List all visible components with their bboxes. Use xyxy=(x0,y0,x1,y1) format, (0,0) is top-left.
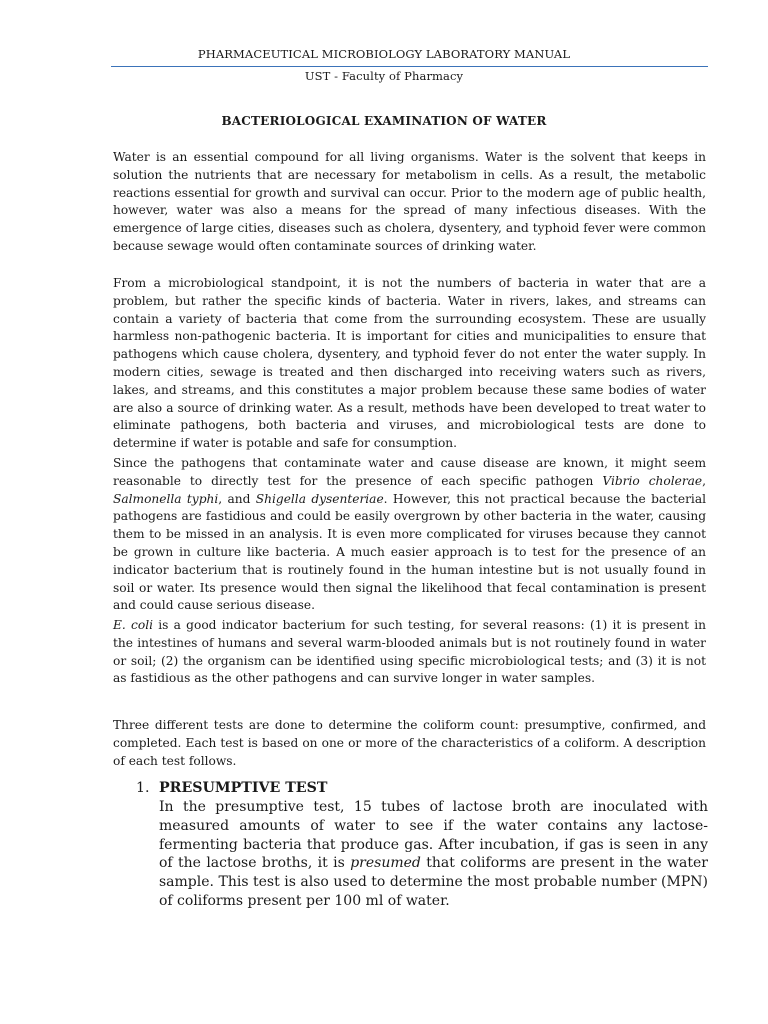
pathogen-name: Vibrio cholerae xyxy=(602,473,703,488)
section-title: PRESUMPTIVE TEST xyxy=(159,780,328,796)
text-span: that coliforms are present in the water sample. This test is also used to determine the most probable number (MPN) of coliforms present per 100 ml of water. xyxy=(159,855,708,909)
text-span: , xyxy=(702,473,706,488)
document-title: BACTERIOLOGICAL EXAMINATION OF WATER xyxy=(221,114,547,128)
pathogen-name: Shigella dysenteriae xyxy=(255,491,384,506)
paragraph-indicator xyxy=(113,617,706,688)
paragraph-intro: Water is an essential compound for all living organisms. Water is the solvent that keeps in solution the nutrients that are necessary for metabolism in cells. As a result, the metabolic reactions essential for growth and survival can occur. Prior to the modern age of public health, however, water was also a means for the spread of many infectious diseases. With the emergence of large cities, diseases such as cholera, dysentery, and typhoid fever were common because sewage would often contaminate sources of drinking water. xyxy=(113,150,706,253)
manual-title: PHARMACEUTICAL MICROBIOLOGY LABORATORY MANUAL xyxy=(197,47,571,61)
text-span: Since the pathogens that contaminate water and cause disease are known, it might seem reasonable to directly test for the presence of each specific pathogen xyxy=(113,456,706,488)
section-heading xyxy=(136,779,708,798)
organism-name: E. coli xyxy=(113,618,153,632)
header-divider xyxy=(111,66,708,67)
institution-name: UST - Faculty of Pharmacy xyxy=(304,69,464,83)
text-span: , and xyxy=(218,491,256,506)
pathogen-name: Salmonella typhi xyxy=(113,491,219,506)
paragraph-coliform-tests: Three different tests are done to determine the coliform count: presumptive, confirmed, and completed. Each test is based on one or more of the characteristics of a coliform. A description of each test follows. xyxy=(113,718,706,768)
paragraph-pathogens xyxy=(113,455,706,615)
section-number: 1. xyxy=(136,780,150,796)
text-span: In the presumptive test, 15 tubes of lactose broth are inoculated with measured amounts of water to see if the water contains any lactose-fermenting bacteria that produce gas. After incubation, if gas is seen in any of the lactose broths, it is xyxy=(159,799,708,872)
text-span: . However, this not practical because the bacterial pathogens are fastidious and could be easily overgrown by other bacteria in the water, causing them to be missed in an analysis. It is even more complicated for viruses because they cannot be grown in culture like bacteria. A much easier approach is to test for the presence of an indicator bacterium that is routinely found in the human intestine but is not usually found in soil or water. Its presence would then signal the likelihood that fecal contamination is present and could cause serious disease. xyxy=(113,491,706,613)
paragraph-microbiology: From a microbiological standpoint, it is not the numbers of bacteria in water that are a problem, but rather the specific kinds of bacteria. Water in rivers, lakes, and streams can contain a variety of bacteria that come from the surrounding ecosystem. These are usually harmless non-pathogenic bacteria. It is important for cities and municipalities to ensure that pathogens which cause cholera, dysentery, and typhoid fever do not enter the water supply. In modern cities, sewage is treated and then discharged into receiving waters such as rivers, lakes, and streams, and this constitutes a major problem because these same bodies of water are also a source of drinking water. As a result, methods have been developed to treat water to eliminate pathogens, both bacteria and viruses, and microbiological tests are done to determine if water is potable and safe for consumption. xyxy=(113,276,706,451)
section-presumptive-test xyxy=(136,779,708,925)
section-body xyxy=(159,798,708,911)
emphasis-text: presumed xyxy=(350,855,421,872)
text-span: is a good indicator bacterium for such testing, for several reasons: (1) it is present in the intestines of humans and several warm-blooded animals but is not routinely found in water or soil; (2) the organism can be identified using specific microbiological tests; and (3) it is not as fastidious as the other pathogens and can survive longer in water samples. xyxy=(113,618,707,686)
